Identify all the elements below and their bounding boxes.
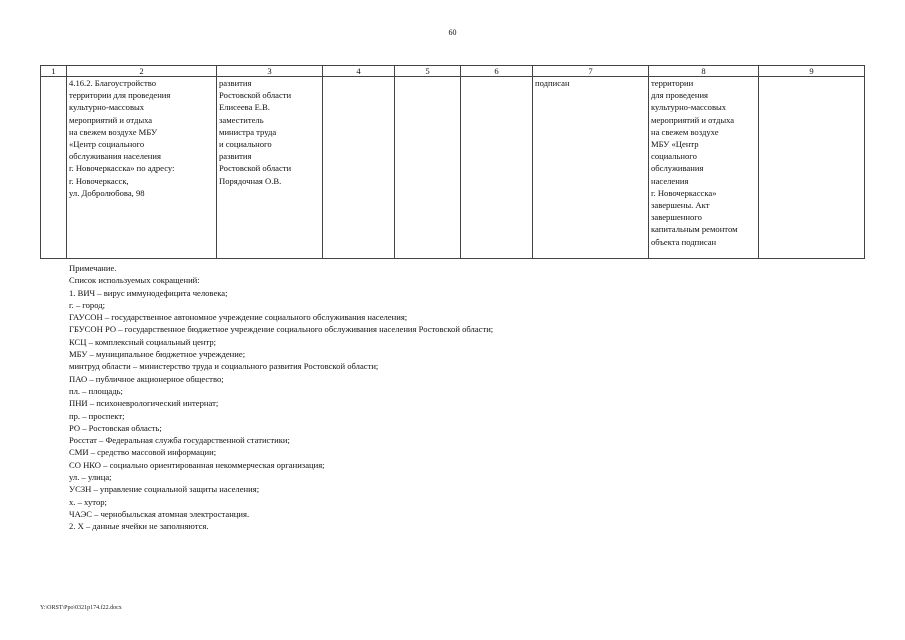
col-header-7: 7 (533, 66, 649, 77)
report-table (40, 65, 865, 259)
cell-col-9 (759, 77, 865, 259)
note-item: ул. – улица; (69, 472, 112, 483)
note-item: РО – Ростовская область; (69, 422, 162, 433)
note-item: ГАУСОН – государственное автономное учреждение социального обслуживания населения; (69, 312, 408, 323)
note-item: КСЦ – комплексный социальный центр; (69, 336, 217, 347)
col-header-2: 2 (67, 66, 217, 77)
note-item: СМИ – средство массовой информации; (69, 447, 217, 458)
note-item: х. – хутор; (69, 496, 107, 507)
note-item: Росстат – Федеральная служба государственной статистики; (69, 435, 290, 446)
cell-col-1 (41, 77, 67, 259)
note-item: 2. Х – данные ячейки не заполняются. (69, 521, 209, 532)
note-item: СО НКО – социально ориентированная некоммерческая организация; (69, 459, 325, 470)
col-header-1: 1 (41, 66, 67, 77)
cell-col-6 (461, 77, 533, 259)
col-header-5: 5 (395, 66, 461, 77)
note-item: 1. ВИЧ – вирус иммунодефицита человека; (69, 287, 228, 298)
cell-result: территории для проведения культурно-массовых мероприятий и отдыха на свежем воздухе МБУ «Центр социального обслуживания населения г. Новочеркасска» завершены. Акт завершенного капитальным ремонтом объекта подписан (649, 77, 759, 259)
cell-col-5 (395, 77, 461, 259)
note-item: ЧАЭС – чернобыльская атомная электростанция. (69, 508, 250, 519)
note-item: минтруд области – министерство труда и социального развития Ростовской области; (69, 361, 379, 372)
note-item: ГБУСОН РО – государственное бюджетное учреждение социального обслуживания населения Ростовской области; (69, 324, 494, 335)
notes-section (69, 262, 493, 533)
note-item: пл. – площадь; (69, 385, 123, 396)
col-header-3: 3 (217, 66, 323, 77)
page-number: 60 (448, 28, 457, 37)
notes-heading: Примечание. (69, 263, 117, 273)
cell-status: подписан (533, 77, 649, 259)
cell-col-4 (323, 77, 395, 259)
col-header-4: 4 (323, 66, 395, 77)
table-row (41, 77, 865, 259)
abbreviations-title: Список используемых сокращений: (69, 275, 200, 286)
table-header-row (41, 66, 865, 77)
note-item: МБУ – муниципальное бюджетное учреждение; (69, 349, 246, 360)
note-item: ПАО – публичное акционерное общество; (69, 373, 224, 384)
file-path-footer: Y:\ORST\Ppo\0321p174.f22.docx (40, 605, 122, 611)
cell-event-description: 4.16.2. Благоустройство территории для проведения культурно-массовых мероприятий и отдыха на свежем воздухе МБУ «Центр социального обслуживания населения г. Новочеркасска» по адресу: г. Новочеркасск, ул. Добролюбова, 98 (67, 77, 217, 259)
col-header-6: 6 (461, 66, 533, 77)
note-item: УСЗН – управление социальной защиты населения; (69, 484, 260, 495)
note-item: г. – город; (69, 299, 106, 310)
col-header-9: 9 (759, 66, 865, 77)
col-header-8: 8 (649, 66, 759, 77)
cell-responsible: развития Ростовской области Елисеева Е.В. заместитель министра труда и социального развития Ростовской области Порядочная О.В. (217, 77, 323, 259)
note-item: пр. – проспект; (69, 410, 125, 421)
note-item: ПНИ – психоневрологический интернат; (69, 398, 219, 409)
